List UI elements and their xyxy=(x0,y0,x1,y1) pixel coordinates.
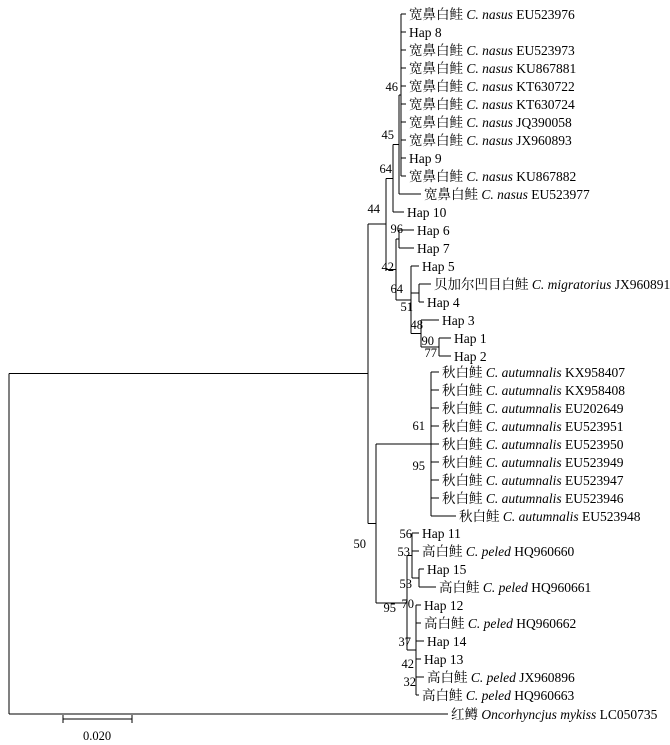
leaf-label: 秋白鲑 C. autumnalis EU523950 xyxy=(442,437,624,452)
leaf-label: Hap 2 xyxy=(454,349,487,364)
leaf-label: 秋白鲑 C. autumnalis KX958408 xyxy=(442,383,626,398)
leaf-label: 高白鲑 C. peled HQ960660 xyxy=(422,544,575,559)
leaf-label: Hap 9 xyxy=(409,151,442,166)
leaf-label: 秋白鲑 C. autumnalis EU523951 xyxy=(442,419,624,434)
bootstrap-value: 50 xyxy=(353,537,366,551)
leaf-label: Hap 1 xyxy=(454,331,487,346)
leaf-label: 秋白鲑 C. autumnalis EU523947 xyxy=(442,473,624,488)
bootstrap-value: 61 xyxy=(412,419,425,433)
leaf-label: 宽鼻白鲑 C. nasus JQ390058 xyxy=(409,115,572,130)
leaf-label: 宽鼻白鲑 C. nasus KT630724 xyxy=(409,97,575,112)
leaf-label: Hap 10 xyxy=(407,205,447,220)
leaf-label: 秋白鲑 C. autumnalis EU523946 xyxy=(442,491,624,506)
bootstrap-value: 64 xyxy=(390,282,403,296)
leaf-label: Hap 5 xyxy=(422,259,455,274)
leaf-label: 高白鲑 C. peled HQ960662 xyxy=(424,616,577,631)
leaf-label: 宽鼻白鲑 C. nasus KU867881 xyxy=(409,61,577,76)
leaf-label: Hap 13 xyxy=(424,652,464,667)
leaf-labels xyxy=(407,6,670,722)
leaf-label: 宽鼻白鲑 C. nasus JX960893 xyxy=(409,133,572,148)
bootstrap-value: 46 xyxy=(385,80,398,94)
bootstrap-value: 48 xyxy=(410,318,423,332)
bootstrap-value: 45 xyxy=(381,128,394,142)
bootstrap-value: 96 xyxy=(390,222,403,236)
leaf-label: 红鳟 Oncorhyncjus mykiss LC050735 xyxy=(451,707,658,722)
leaf-label: Hap 4 xyxy=(427,295,460,310)
leaf-label: Hap 3 xyxy=(442,313,475,328)
bootstrap-value: 42 xyxy=(401,657,414,671)
bootstrap-value: 90 xyxy=(421,334,434,348)
bootstrap-value: 37 xyxy=(398,635,411,649)
leaf-label: Hap 8 xyxy=(409,25,442,40)
leaf-label: Hap 14 xyxy=(427,634,467,649)
leaf-label: 高白鲑 C. peled JX960896 xyxy=(427,670,575,685)
bootstrap-value: 56 xyxy=(399,527,412,541)
leaf-label: 宽鼻白鲑 C. nasus EU523973 xyxy=(409,43,575,58)
bootstrap-value: 64 xyxy=(379,162,392,176)
bootstrap-value: 70 xyxy=(401,597,414,611)
bootstrap-value: 42 xyxy=(381,260,394,274)
leaf-label: 宽鼻白鲑 C. nasus EU523976 xyxy=(409,7,575,22)
leaf-label: Hap 7 xyxy=(417,241,450,256)
scale-bar-label: 0.020 xyxy=(82,729,112,743)
leaf-label: Hap 12 xyxy=(424,598,464,613)
leaf-label: 秋白鲑 C. autumnalis EU202649 xyxy=(442,401,624,416)
bootstrap-value: 44 xyxy=(367,202,380,216)
leaf-label: 宽鼻白鲑 C. nasus KT630722 xyxy=(409,79,575,94)
leaf-label: 秋白鲑 C. autumnalis EU523949 xyxy=(442,455,624,470)
bootstrap-value: 77 xyxy=(424,346,437,360)
bootstrap-value: 53 xyxy=(399,577,412,591)
bootstrap-value: 53 xyxy=(397,545,410,559)
leaf-label: Hap 11 xyxy=(422,526,461,541)
leaf-label: 高白鲑 C. peled HQ960661 xyxy=(439,580,592,595)
leaf-label: Hap 6 xyxy=(417,223,450,238)
scale-bar xyxy=(63,715,132,743)
bootstrap-value: 95 xyxy=(412,459,425,473)
leaf-label: 宽鼻白鲑 C. nasus EU523977 xyxy=(424,187,590,202)
bootstrap-value: 95 xyxy=(383,601,396,615)
leaf-label: 秋白鲑 C. autumnalis KX958407 xyxy=(442,365,626,380)
leaf-label: 宽鼻白鲑 C. nasus KU867882 xyxy=(409,169,577,184)
bootstrap-value: 51 xyxy=(400,300,413,314)
leaf-label: Hap 15 xyxy=(427,562,467,577)
bootstrap-value: 32 xyxy=(403,675,416,689)
leaf-label: 贝加尔凹目白鲑 C. migratorius JX960891 xyxy=(434,277,670,292)
leaf-label: 高白鲑 C. peled HQ960663 xyxy=(422,688,575,703)
leaf-label: 秋白鲑 C. autumnalis EU523948 xyxy=(459,509,641,524)
